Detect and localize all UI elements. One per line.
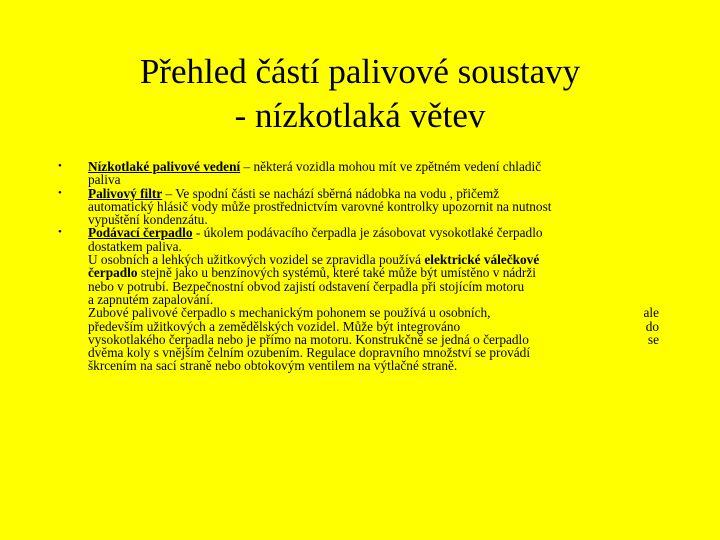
paragraph-line: škrcením na sací straně nebo obtokovým ventilem na výtlačné straně. (88, 358, 458, 374)
paragraph-text: ale (643, 305, 659, 321)
bullet-list (56, 160, 666, 373)
list-item-fuel-filter (56, 187, 666, 227)
paragraph-line (88, 320, 659, 333)
paragraph-text: do (645, 318, 659, 334)
list-item-fuel-line (56, 160, 666, 187)
item-line: dostatkem paliva. (88, 238, 182, 254)
item-text: - úkolem podávacího čerpadla je zásobovat vysokotlaké čerpadlo (192, 225, 543, 241)
paragraph-line (88, 306, 659, 319)
paragraph-line (88, 333, 659, 346)
paragraph-text: vysokotlakého čerpadla nebo je přímo na motoru. Konstrukčně se jedná o čerpadlo (88, 331, 529, 347)
paragraph-emphasis: elektrické válečkové (424, 252, 540, 268)
item-term: Nízkotlaké palivové vedení (88, 159, 241, 174)
paragraph-text: Zubové palivové čerpadlo s mechanickým pohonem se používá u osobních, (88, 305, 491, 321)
item-line (88, 187, 666, 200)
paragraph-text: stejně jako u benzínových systémů, které také může být umístěno v nádrži (137, 265, 536, 281)
bullet-icon: • (58, 226, 62, 239)
item-line (88, 160, 666, 173)
paragraph-line: nebo v potrubí. Bezpečnostní obvod zajistí odstavení čerpadla při stojícím motoru (88, 278, 525, 294)
paragraph-emphasis: čerpadlo (88, 265, 138, 281)
paragraph-line (88, 253, 666, 266)
item-term: Podávací čerpadlo (88, 225, 193, 241)
title-line-1: Přehled částí palivové soustavy (139, 52, 581, 91)
paragraph-line: a zapnutém zapalování. (88, 291, 214, 307)
bullet-icon: • (58, 186, 62, 199)
item-text: – některá vozidla mohou mít ve zpětném vedení chladič (240, 159, 542, 174)
item-line (88, 226, 666, 239)
item-line: paliva (88, 172, 121, 188)
item-line: vypuštění kondenzátu. (88, 212, 208, 228)
paragraph-text: U osobních a lehkých užitkových vozidel se zpravidla používá (88, 252, 425, 268)
list-item-feed-pump (56, 226, 666, 372)
title-line-2: - nízkotlaká větev (234, 96, 486, 135)
item-term: Palivový filtr (88, 185, 163, 201)
paragraph-text: se (647, 331, 659, 347)
item-line: automatický hlásič vody může prostřednictvím varovné kontrolky upozornit na nutnost (88, 198, 552, 214)
paragraph-line: dvěma koly s vnějším čelním ozubením. Regulace dopravního množství se provádí (88, 345, 531, 361)
item-text: – Ve spodní části se nachází sběrná nádobka na vodu , přičemž (162, 185, 500, 201)
slide-title (60, 50, 660, 138)
paragraph-text: především užitkových a zemědělských vozidel. Může být integrováno (88, 318, 461, 334)
paragraph-line (88, 266, 666, 279)
bullet-icon: • (58, 160, 62, 172)
